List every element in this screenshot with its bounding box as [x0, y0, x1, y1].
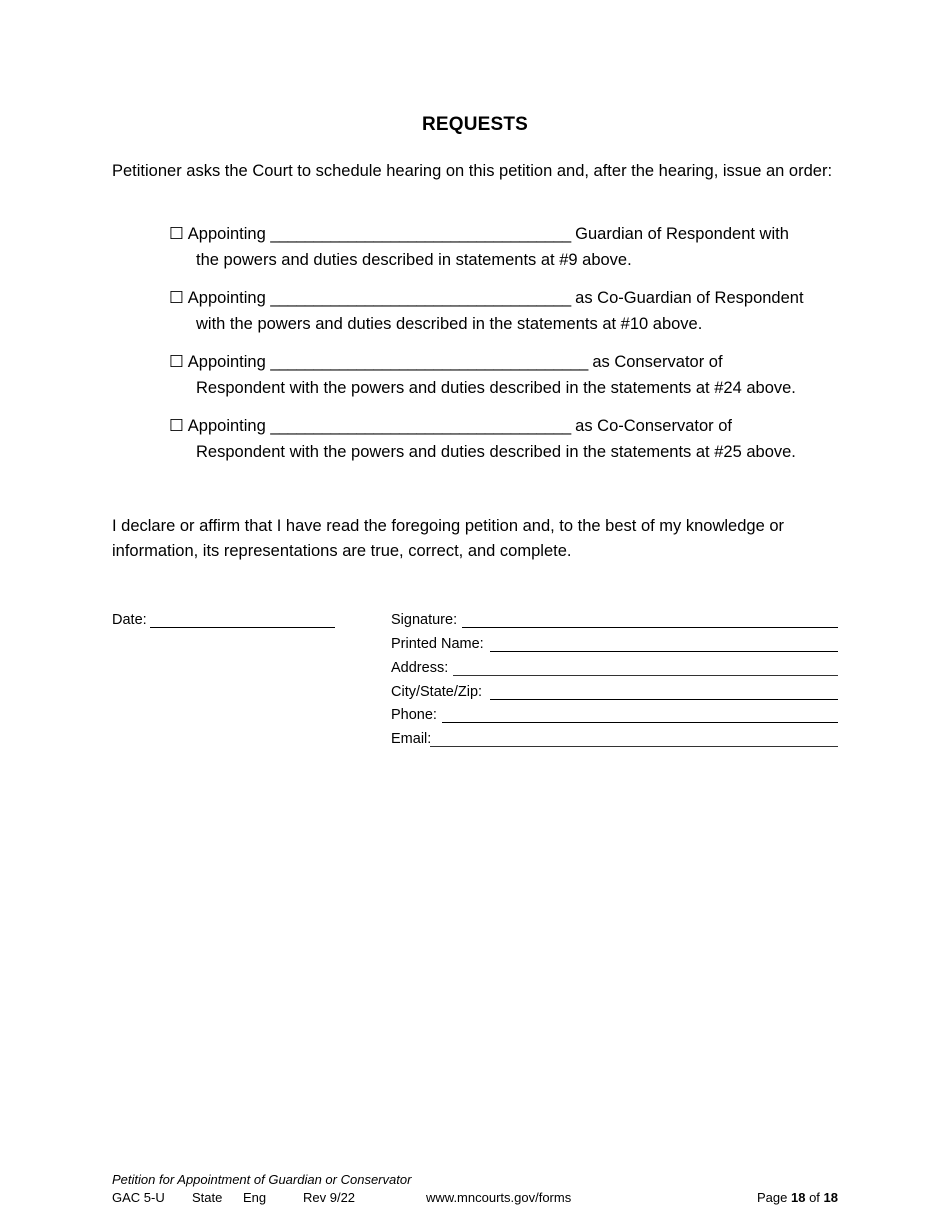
email-row	[391, 731, 838, 755]
appointee-name-blank[interactable]: ___________________________________	[270, 289, 571, 307]
request-description: the powers and duties described in statements at #9 above.	[196, 250, 632, 269]
checkbox-appoint-co-guardian[interactable]: ☐	[169, 289, 184, 307]
printed-name-row	[391, 636, 838, 660]
request-item	[169, 414, 849, 465]
footer-language: Eng	[243, 1190, 267, 1205]
request-prefix: Appointing	[187, 289, 266, 307]
request-prefix: Appointing	[187, 353, 266, 371]
printed-name-label: Printed Name:	[391, 636, 484, 652]
signature-row	[391, 612, 838, 636]
printed-name-field[interactable]	[490, 651, 838, 652]
signature-label: Signature:	[391, 612, 458, 628]
request-description: Respondent with the powers and duties described in the statements at #24 above.	[196, 378, 796, 397]
page-total: 18	[823, 1190, 838, 1205]
footer-page-number	[757, 1190, 838, 1205]
city-state-zip-label: City/State/Zip:	[391, 684, 483, 700]
email-field[interactable]	[430, 746, 838, 747]
address-label: Address:	[391, 660, 449, 676]
address-row	[391, 660, 838, 684]
request-suffix: as Co-Guardian of Respondent	[575, 289, 804, 307]
phone-field[interactable]	[442, 722, 838, 723]
declaration-paragraph: I declare or affirm that I have read the foregoing petition and, to the best of my knowledge or information, its representations are true, correct, and complete.	[112, 517, 785, 560]
footer-form-code: GAC 5-U	[112, 1190, 165, 1205]
page-of: of	[809, 1190, 820, 1205]
request-description: with the powers and duties described in the statements at #10 above.	[196, 314, 703, 333]
city-state-zip-field[interactable]	[490, 699, 838, 700]
request-suffix: Guardian of Respondent with	[575, 225, 789, 243]
request-item	[169, 222, 849, 273]
intro-paragraph: Petitioner asks the Court to schedule hearing on this petition and, after the hearing, issue an order:	[112, 162, 833, 180]
page-word: Page	[756, 1190, 788, 1205]
appointee-name-blank[interactable]: ___________________________________	[270, 225, 571, 243]
request-description: Respondent with the powers and duties described in the statements at #25 above.	[196, 442, 796, 461]
email-label: Email:	[391, 731, 432, 747]
appointee-name-blank[interactable]: _____________________________________	[270, 353, 588, 371]
date-label: Date:	[112, 612, 147, 628]
request-item	[169, 286, 849, 337]
appointee-name-blank[interactable]: ___________________________________	[270, 417, 571, 435]
footer-website: www.mncourts.gov/forms	[426, 1190, 572, 1205]
phone-row	[391, 707, 838, 731]
request-prefix: Appointing	[187, 417, 266, 435]
footer-form-title: Petition for Appointment of Guardian or Conservator	[112, 1172, 412, 1187]
page-heading: REQUESTS	[421, 114, 529, 135]
footer-jurisdiction: State	[192, 1190, 223, 1205]
phone-label: Phone:	[391, 707, 437, 723]
signature-field[interactable]	[462, 627, 838, 628]
date-field[interactable]	[150, 627, 335, 628]
request-suffix: as Conservator of	[592, 353, 723, 371]
city-state-zip-row	[391, 684, 838, 708]
page-current: 18	[790, 1190, 806, 1205]
request-prefix: Appointing	[187, 225, 266, 243]
checkbox-appoint-conservator[interactable]: ☐	[169, 353, 184, 371]
checkbox-appoint-guardian[interactable]: ☐	[169, 225, 184, 243]
request-item	[169, 350, 849, 401]
checkbox-appoint-co-conservator[interactable]: ☐	[169, 417, 184, 435]
footer-revision: Rev 9/22	[303, 1190, 356, 1205]
address-field[interactable]	[453, 675, 838, 676]
request-suffix: as Co-Conservator of	[575, 417, 732, 435]
